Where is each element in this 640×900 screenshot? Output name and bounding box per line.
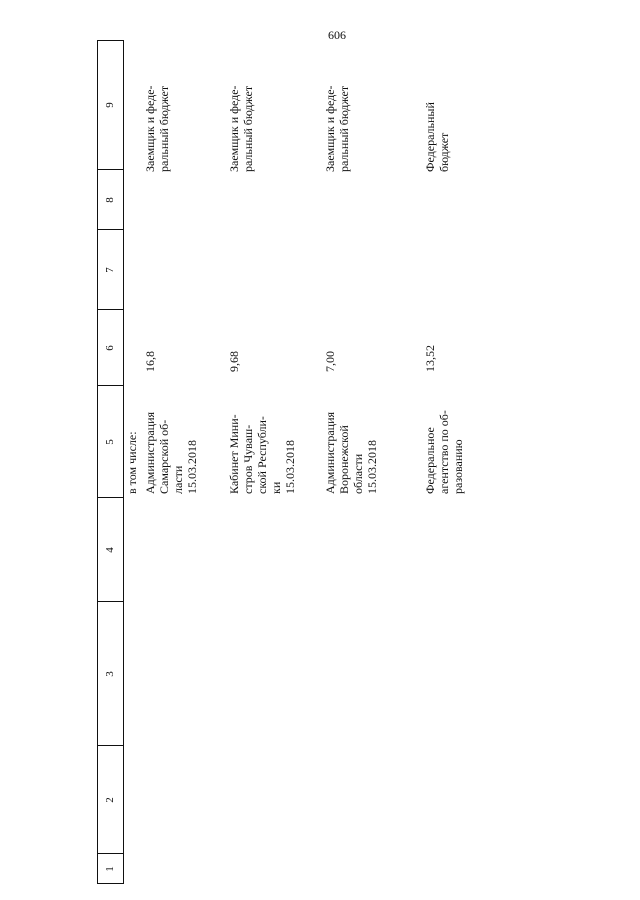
col-header-7: 7 <box>104 267 116 273</box>
page-number: 606 <box>328 28 346 42</box>
col-header-1: 1 <box>104 866 116 872</box>
row-4-source: Федеральный бюджет <box>423 102 451 172</box>
rotated-table <box>97 40 465 884</box>
row-2-source: Заемщик и феде- ральный бюджет <box>227 85 255 172</box>
col-header-9: 9 <box>104 102 116 108</box>
row-4-amount: 13,52 <box>423 345 437 372</box>
col-header-4: 4 <box>104 547 116 553</box>
row-3-org: Администрация Воронежской области 15.03.2018 <box>323 411 379 494</box>
row-2-amount: 9,68 <box>227 351 241 372</box>
row-3-amount: 7,00 <box>323 351 337 372</box>
row-4-org: Федеральное агентство по об- разованию <box>423 410 465 494</box>
col-header-3: 3 <box>104 671 116 677</box>
col-header-8: 8 <box>104 197 116 203</box>
col-header-2: 2 <box>104 797 116 803</box>
row-1-source: Заемщик и феде- ральный бюджет <box>143 85 171 172</box>
row-2-org: Кабинет Мини- стров Чуваш- ской Республи- ки 15.03.2018 <box>227 414 297 494</box>
col-header-6: 6 <box>104 345 116 351</box>
intro-text: в том числе: <box>125 431 139 494</box>
row-1-amount: 16,8 <box>143 351 157 372</box>
col-header-5: 5 <box>104 439 116 445</box>
row-1-org: Администрация Самарской об- ласти 15.03.2018 <box>143 411 199 494</box>
row-3-source: Заемщик и феде- ральный бюджет <box>323 85 351 172</box>
